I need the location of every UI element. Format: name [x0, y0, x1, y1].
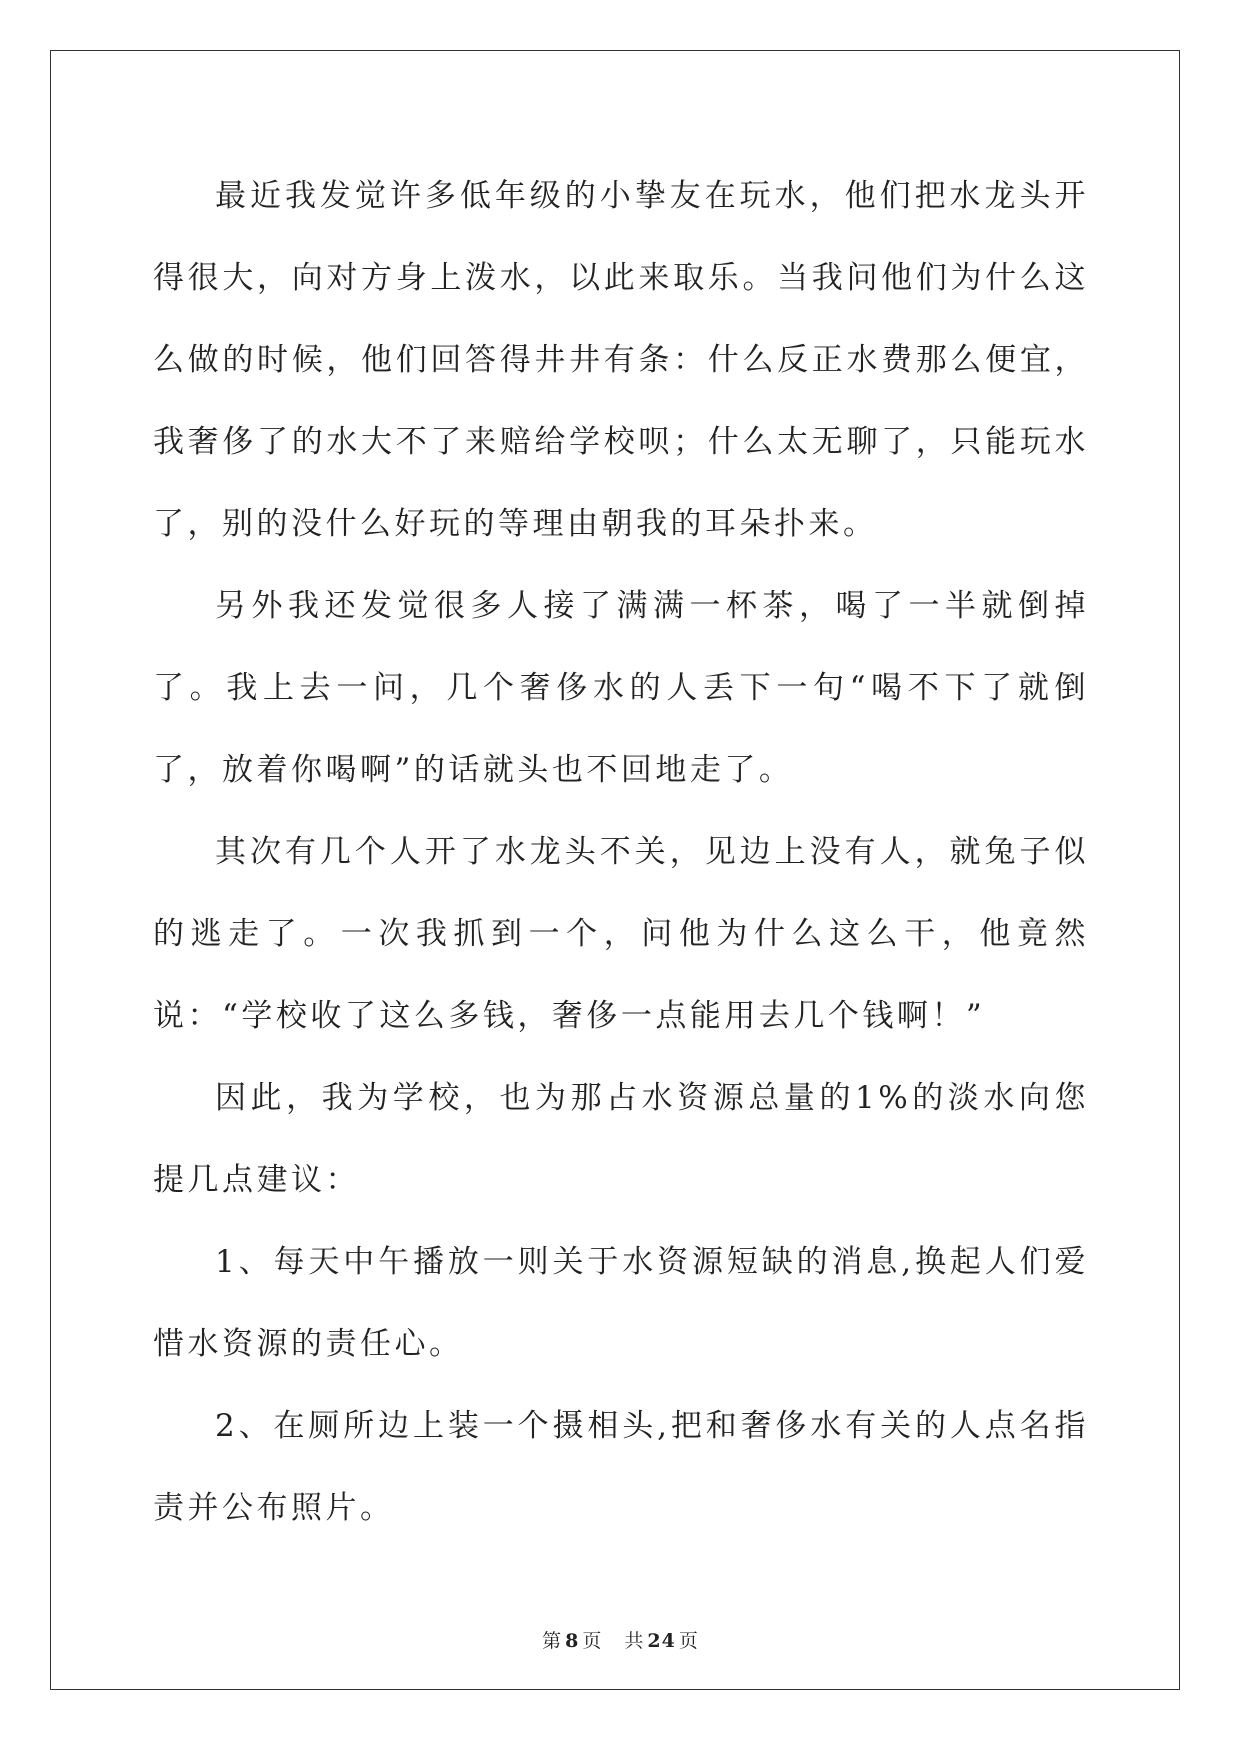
page-footer	[0, 1626, 1241, 1653]
paragraph-5: 1、每天中午播放一则关于水资源短缺的消息,换起人们爱惜水资源的责任心。	[153, 1244, 1089, 1362]
document-body	[153, 155, 1089, 1549]
total-pages: 24	[647, 1630, 676, 1652]
page-number: 8	[565, 1630, 580, 1652]
paragraph-2: 另外我还发觉很多人接了满满一杯茶，喝了一半就倒掉了。我上去一问，几个奢侈水的人丢下一句“喝不下了就倒了，放着你喝啊”的话就头也不回地走了。	[153, 588, 1089, 788]
paragraph-1: 最近我发觉许多低年级的小挚友在玩水，他们把水龙头开得很大，向对方身上泼水，以此来取乐。当我问他们为什么这么做的时候，他们回答得井井有条：什么反正水费那么便宜，我奢侈了的水大不了来赔给学校呗；什么太无聊了，只能玩水了，别的没什么好玩的等理由朝我的耳朵扑来。	[153, 178, 1089, 542]
paragraph-6: 2、在厕所边上装一个摄相头,把和奢侈水有关的人点名指责并公布照片。	[153, 1408, 1089, 1526]
paragraph-4: 因此，我为学校，也为那占水资源总量的1%的淡水向您提几点建议：	[153, 1080, 1089, 1198]
total-prefix: 共	[624, 1630, 645, 1652]
page-prefix: 第	[542, 1630, 563, 1652]
page-unit: 页	[582, 1630, 603, 1652]
total-unit: 页	[678, 1630, 699, 1652]
paragraph-3: 其次有几个人开了水龙头不关，见边上没有人，就兔子似的逃走了。一次我抓到一个，问他为什么这么干，他竟然说：“学校收了这么多钱，奢侈一点能用去几个钱啊！”	[153, 834, 1089, 1034]
